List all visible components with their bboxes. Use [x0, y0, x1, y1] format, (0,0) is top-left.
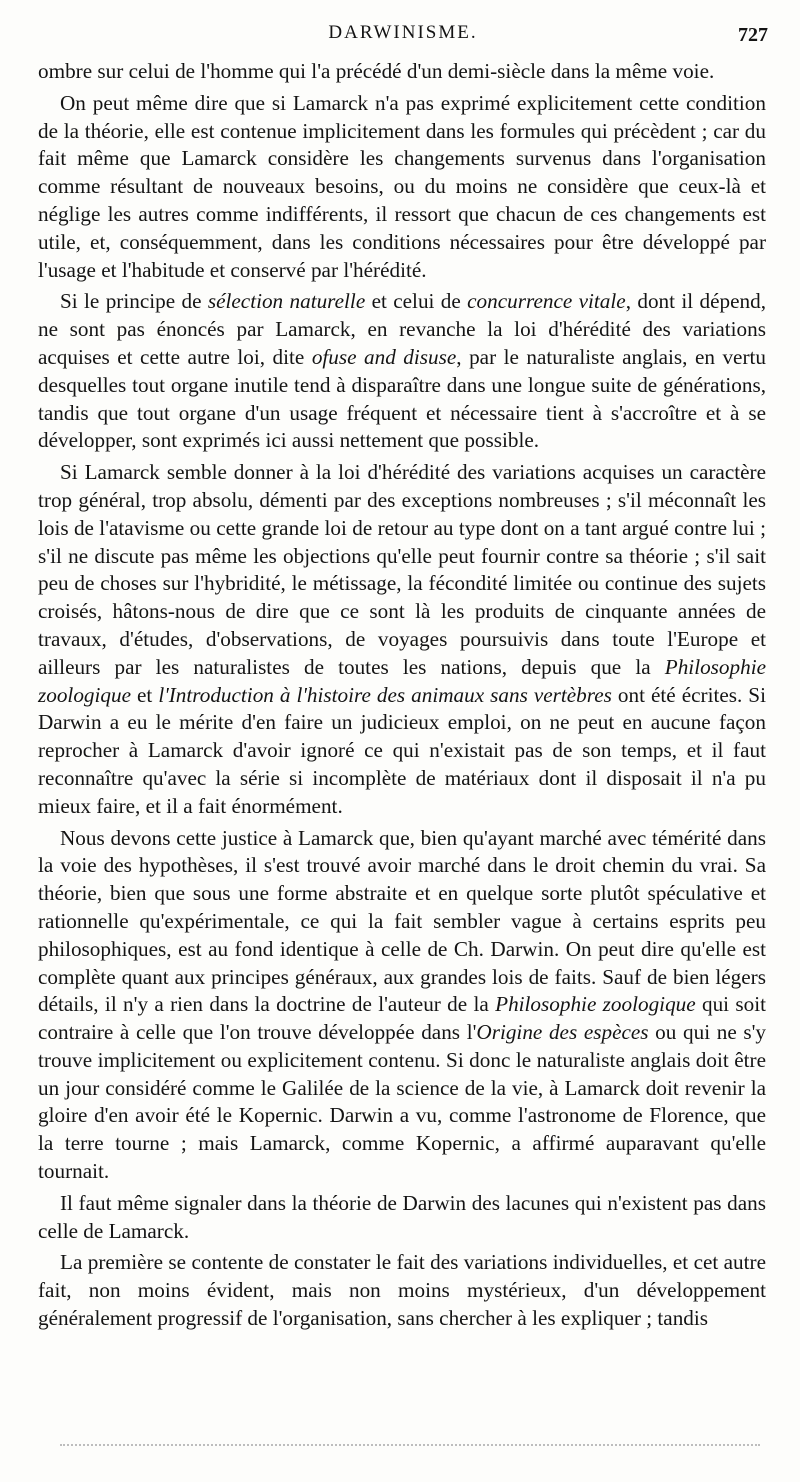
text-run: La première se contente de constater le fait des variations individuelles, et cet autre fait, non moins évident, mais non moins mystérieux, d'un développement généralement progressif de l'organisation, sans chercher à les expliquer ; tandis	[38, 1250, 766, 1331]
bottom-dotted-rule	[60, 1444, 760, 1446]
text-run: Si Lamarck semble donner à la loi d'hérédité des variations acquises un caractère trop général, trop absolu, démenti par des exceptions nombreuses ; s'il méconnaît les lois de l'atavisme ou cette grande loi de retour au type dont on a tant argué contre lui ; s'il ne discute pas même les objections qu'elle peut fournir contre sa théorie ; s'il sait peu de choses sur l'hybridité, le métissage, la fécondité limitée ou continue des sujets croisés, hâtons-nous de dire que ce sont là les produits de cinquante années de travaux, d'études, d'observations, de voyages poursuivis dans toute l'Europe et ailleurs par les naturalistes de toutes les nations, depuis que la	[38, 460, 766, 679]
text-run: ombre sur celui de l'homme qui l'a précédé d'un demi-siècle dans la même voie.	[38, 59, 715, 83]
paragraph	[38, 90, 766, 285]
text-run: ont été écrites. Si Darwin a eu le mérite d'en faire un judicieux emploi, on ne peut en aucune façon reprocher à Lamarck d'avoir ignoré ce qui n'existait pas de son temps, et il faut reconnaître qu'avec la série si incomplète de matériaux dont il disposait il n'a pu mieux faire, et il a fait énormément.	[38, 682, 766, 818]
paragraph	[38, 288, 766, 455]
text-run: et	[131, 682, 159, 707]
italic-text-run: Philosophie zoologique	[38, 654, 766, 707]
italic-text-run: ofuse and disuse	[311, 344, 457, 369]
italic-text-run: concurrence vitale	[467, 289, 626, 314]
italic-text-run: sélection naturelle	[207, 289, 366, 314]
text-run: , par le naturaliste anglais, en vertu desquelles tout organe inutile tend à disparaître dans une longue suite de générations, tandis que tout organe d'un usage fréquent et nécessaire tient à s'accroître et à se développer, sont exprimés ici aussi nettement que possible.	[38, 344, 766, 453]
paragraph	[38, 825, 766, 1186]
page-number: 727	[738, 24, 768, 46]
paragraph	[38, 1190, 766, 1246]
running-head	[38, 22, 768, 52]
text-run: , dont il dépend, ne sont pas énoncés par Lamarck, en revanche la loi d'hérédité des variations acquises et cette autre loi, dite	[38, 289, 766, 369]
italic-text-run: l'Introduction à l'histoire des animaux sans vertèbres	[158, 682, 612, 707]
text-run: On peut même dire que si Lamarck n'a pas exprimé explicitement cette condition de la théorie, elle est contenue implicitement dans les formules qui précèdent ; car du fait même que Lamarck considère les changements survenus dans l'organisation comme résultant de nouveaux besoins, ou du moins ne considère que ceux-là et néglige les autres comme indifférents, il ressort que chacun de ces changements est utile, et, conséquemment, dans les conditions nécessaires pour être développé par l'usage et l'habitude et conservé par l'hérédité.	[38, 90, 766, 282]
paragraph	[38, 1249, 766, 1332]
text-run: Il faut même signaler dans la théorie de Darwin des lacunes qui n'existent pas dans celle de Lamarck.	[38, 1190, 766, 1243]
italic-text-run: Philosophie zoologique	[495, 992, 696, 1017]
text-run: Si le principe de	[60, 289, 208, 314]
text-run: qui soit contraire à celle que l'on trouve développée dans l'	[38, 992, 766, 1045]
text-run: Nous devons cette justice à Lamarck que, bien qu'ayant marché avec témérité dans la voie des hypothèses, il s'est trouvé avoir marché dans le droit chemin du vrai. Sa théorie, bien que sous une forme abstraite et en quelque sorte plutôt spéculative et rationnelle qu'expérimentale, ce qui la fait sembler vague à certains esprits peu philosophiques, est au fond identique à celle de Ch. Darwin. On peut dire qu'elle est complète quant aux principes généraux, aux grandes lois de faits. Sauf de bien légers détails, il n'y a rien dans la doctrine de l'auteur de la	[38, 825, 766, 1017]
body-text	[38, 58, 766, 1337]
text-run: et celui de	[365, 289, 468, 314]
running-title: DARWINISME.	[328, 22, 478, 43]
text-run: ou qui ne s'y trouve implicitement ou explicitement contenu. Si donc le naturaliste anglais doit être un jour considéré comme le Galilée de la science de la vie, à Lamarck doit revenir la gloire d'en avoir été le Kopernic. Darwin a vu, comme l'astronome de Florence, que la terre tourne ; mais Lamarck, comme Kopernic, a affirmé auparavant qu'elle tournait.	[38, 1020, 767, 1184]
paragraph	[38, 459, 766, 820]
italic-text-run: Origine des espèces	[476, 1020, 649, 1045]
paragraph-continuation	[38, 58, 766, 86]
